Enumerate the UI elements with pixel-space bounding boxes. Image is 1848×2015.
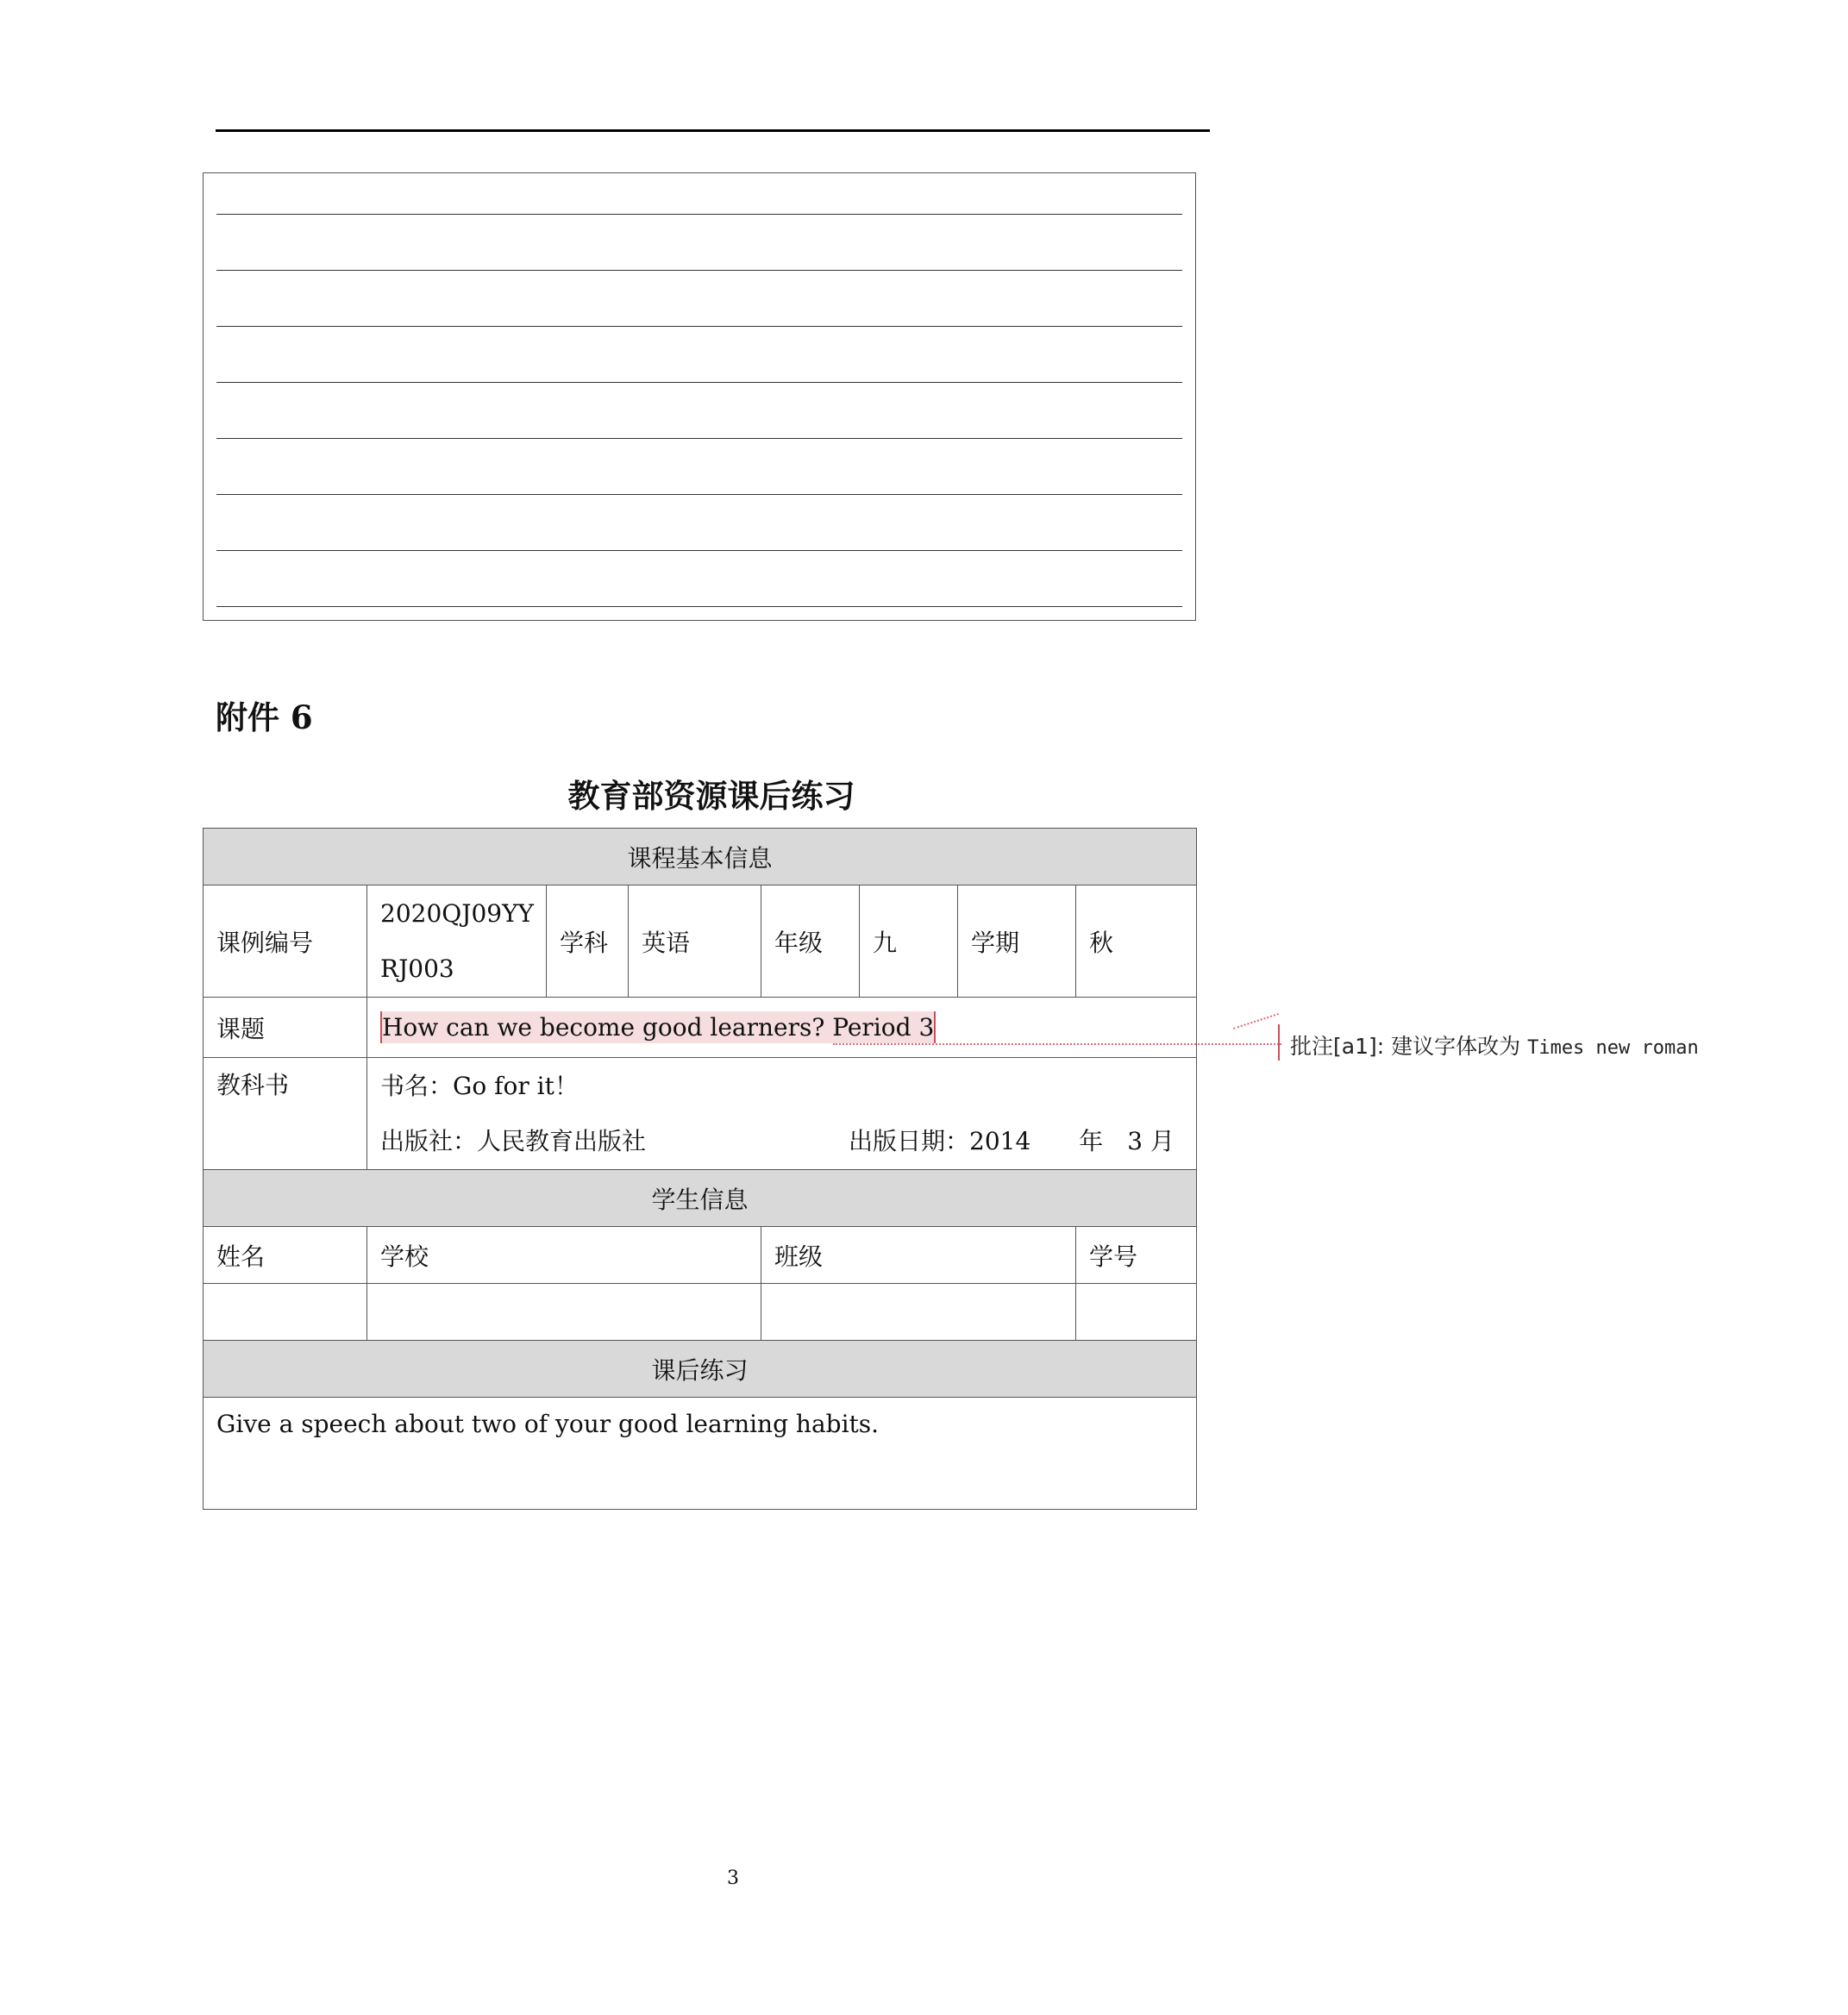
page-number: 3 <box>727 1868 739 1889</box>
student-name-label: 姓名 <box>204 1227 367 1284</box>
writing-line <box>216 438 1182 439</box>
writing-lines-box <box>203 172 1196 621</box>
term-value[interactable]: 秋 <box>1076 885 1197 998</box>
topic-cell[interactable] <box>367 998 1197 1058</box>
course-info-header: 课程基本信息 <box>204 829 1197 885</box>
course-table <box>203 828 1197 1510</box>
grade-value[interactable]: 九 <box>860 885 958 998</box>
student-class-label: 班级 <box>761 1227 1076 1284</box>
writing-line <box>216 606 1182 607</box>
writing-line <box>216 550 1182 551</box>
student-name-field[interactable] <box>204 1284 367 1341</box>
exercise-header: 课后练习 <box>204 1341 1197 1398</box>
writing-line <box>216 382 1182 383</box>
student-id-label: 学号 <box>1076 1227 1197 1284</box>
comment-tag: 批注[a1]: <box>1290 1034 1385 1059</box>
attachment-heading: 附件 6 <box>216 698 313 736</box>
writing-line <box>216 326 1182 327</box>
topic-value[interactable]: How can we become good learners? Period 3 <box>382 1013 935 1042</box>
grade-label: 年级 <box>761 885 860 998</box>
code-line1: 2020QJ09YY <box>380 898 535 928</box>
textbook-cell[interactable] <box>367 1058 1197 1170</box>
comment-text-en: Times new roman <box>1527 1037 1699 1059</box>
student-school-label: 学校 <box>367 1227 761 1284</box>
book-publisher: 出版社：人民教育出版社 <box>380 1126 647 1155</box>
code-label: 课例编号 <box>204 885 367 998</box>
term-label: 学期 <box>958 885 1076 998</box>
book-name: 书名：Go for it！ <box>380 1071 579 1100</box>
code-line2: RJ003 <box>380 954 454 983</box>
student-school-field[interactable] <box>367 1284 761 1341</box>
textbook-label: 教科书 <box>204 1058 367 1170</box>
comment-connector <box>833 1043 1281 1045</box>
doc-title: 教育部资源课后练习 <box>567 777 855 815</box>
student-info-header: 学生信息 <box>204 1170 1197 1227</box>
student-class-field[interactable] <box>761 1284 1076 1341</box>
writing-line <box>216 270 1182 271</box>
subject-label: 学科 <box>547 885 629 998</box>
writing-line <box>216 494 1182 495</box>
book-publisher-line <box>380 1114 1183 1169</box>
subject-value[interactable]: 英语 <box>629 885 761 998</box>
exercise-text: Give a speech about two of your good learning habits. <box>216 1410 880 1438</box>
comment-text-cn: 建议字体改为 <box>1391 1034 1521 1059</box>
comment-balloon[interactable] <box>1290 1029 1699 1061</box>
comment-connector-slope <box>1233 1013 1279 1029</box>
code-value[interactable] <box>367 885 547 998</box>
comment-marker <box>1278 1024 1280 1061</box>
book-pub-date: 出版日期：2014 年 3 月 <box>849 1126 1175 1155</box>
exercise-cell[interactable] <box>204 1398 1197 1510</box>
writing-line <box>216 214 1182 215</box>
student-id-field[interactable] <box>1076 1284 1197 1341</box>
top-rule <box>216 129 1210 132</box>
topic-label: 课题 <box>204 998 367 1058</box>
